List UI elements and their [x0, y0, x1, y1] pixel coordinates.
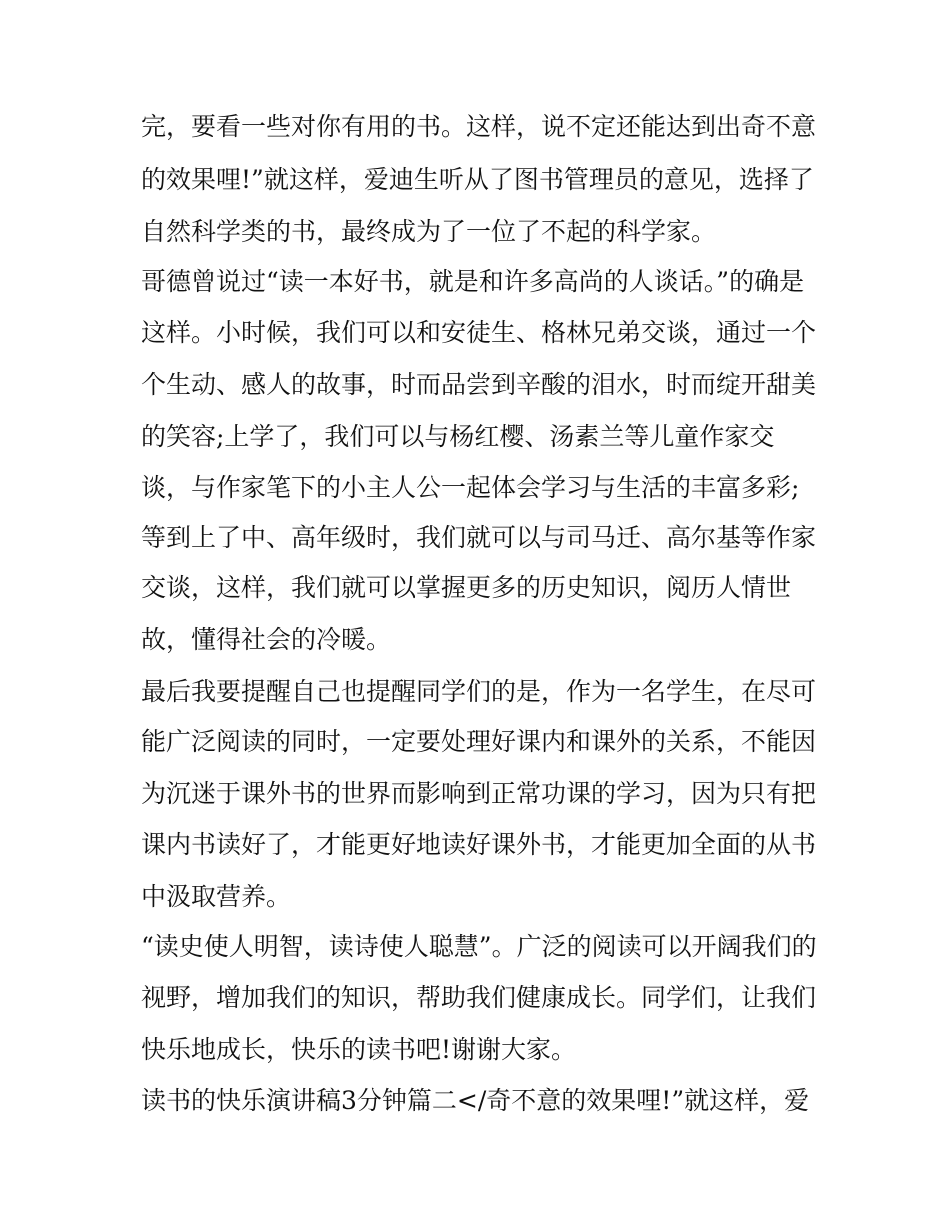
text-line: 的效果哩!”就这样，爱迪生听从了图书管理员的意见，选择了 — [141, 165, 814, 194]
text-line: 自然科学类的书，最终成为了一位了不起的科学家。 — [141, 217, 717, 246]
text-line: 等到上了中、高年级时，我们就可以与司马迁、高尔基等作家 — [141, 523, 817, 552]
text-line: 这样。小时候，我们可以和安徒生、格林兄弟交谈，通过一个 — [141, 318, 817, 347]
text-line: 哥德曾说过“读一本好书，就是和许多高尚的人谈话。”的确是 — [141, 267, 805, 296]
text-line: 完，要看一些对你有用的书。这样，说不定还能达到出奇不意 — [141, 112, 817, 141]
text-line: 视野，增加我们的知识，帮助我们健康成长。同学们，让我们 — [141, 983, 817, 1012]
text-line: 课内书读好了，才能更好地读好课外书，才能更加全面的从书 — [141, 830, 817, 859]
text-line: 交谈，这样，我们就可以掌握更多的历史知识，阅历人情世 — [141, 573, 792, 602]
text-line: 故，懂得社会的冷暖。 — [141, 625, 392, 654]
text-line: 最后我要提醒自己也提醒同学们的是，作为一名学生，在尽可 — [141, 677, 817, 706]
text-line: “读史使人明智，读诗使人聪慧”。广泛的阅读可以开阔我们的 — [141, 932, 817, 961]
text-line: 为沉迷于课外书的世界而影响到正常功课的学习，因为只有把 — [141, 779, 817, 808]
text-line: 的笑容;上学了，我们可以与杨红樱、汤素兰等儿童作家交 — [141, 422, 775, 451]
text-line: 个生动、感人的故事，时而品尝到辛酸的泪水，时而绽开甜美 — [141, 370, 817, 399]
text-line: 能广泛阅读的同时，一定要处理好课内和课外的关系，不能因 — [141, 727, 817, 756]
text-line: 谈，与作家笔下的小主人公一起体会学习与生活的丰富多彩; — [141, 473, 800, 502]
text-line: 中汲取营养。 — [141, 882, 292, 911]
text-line: 读书的快乐演讲稿3分钟篇二</奇不意的效果哩!”就这样，爱 — [141, 1086, 810, 1115]
text-line: 快乐地成长，快乐的读书吧!谢谢大家。 — [141, 1035, 577, 1064]
